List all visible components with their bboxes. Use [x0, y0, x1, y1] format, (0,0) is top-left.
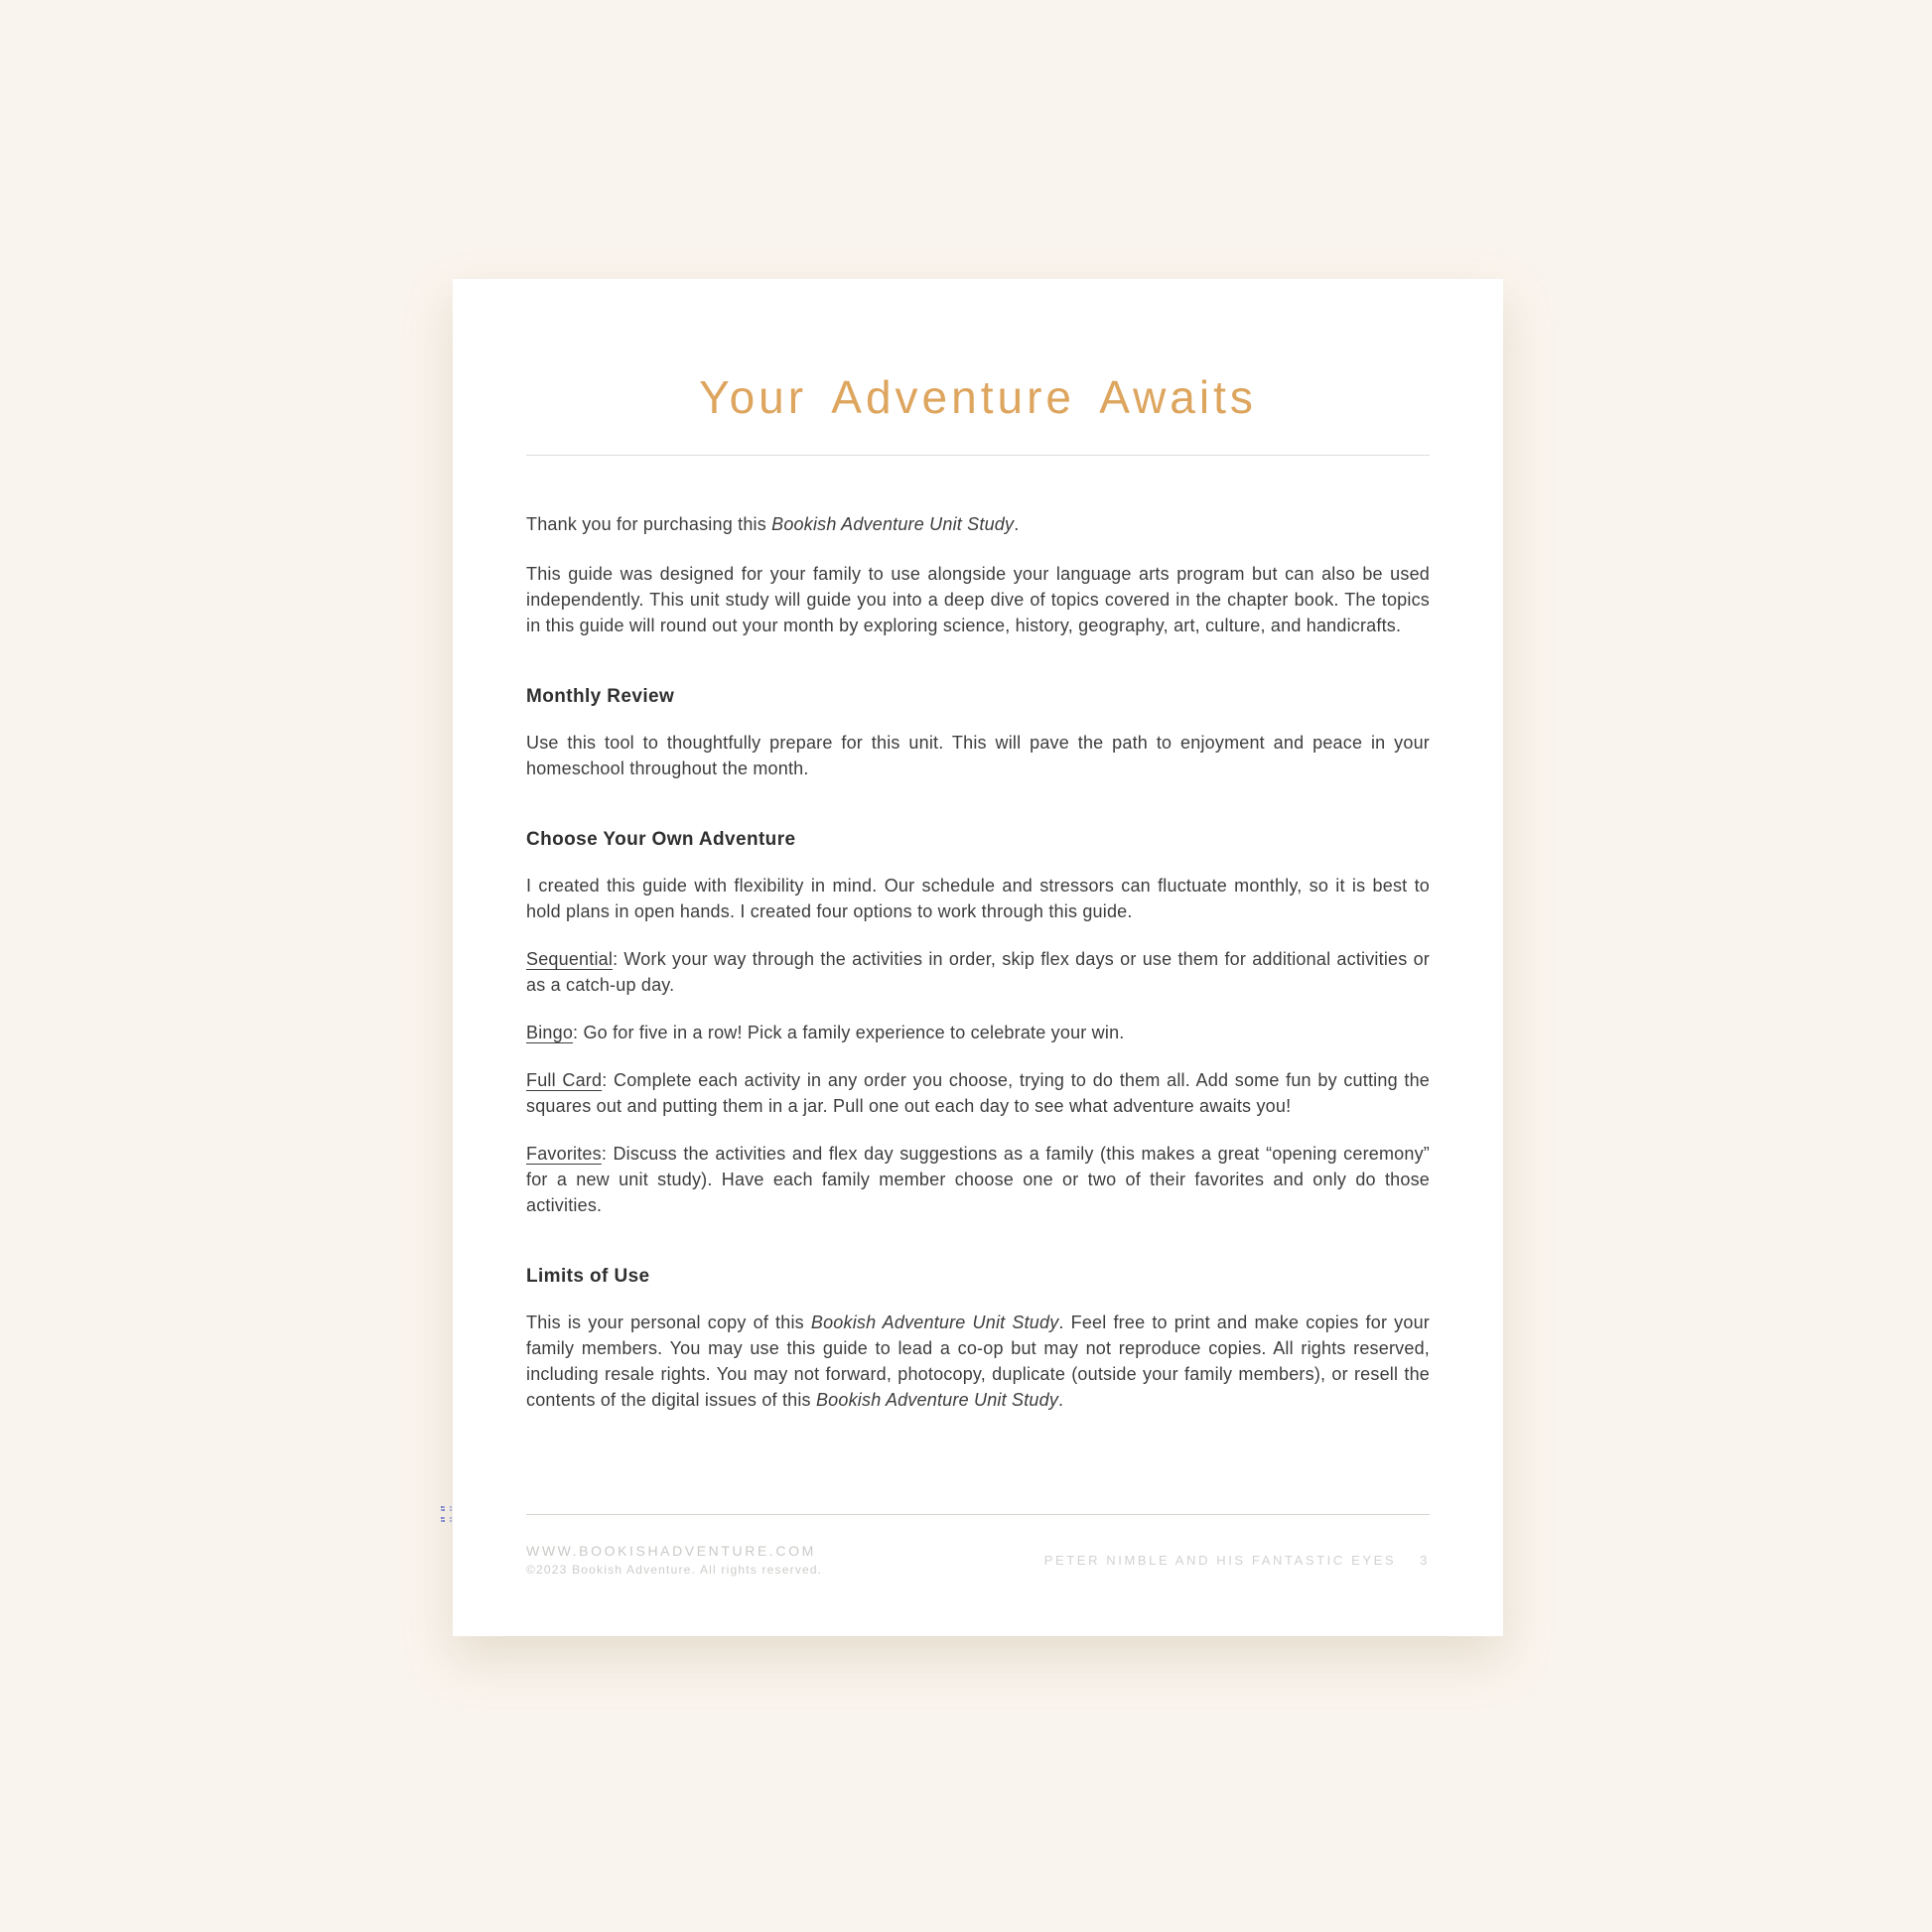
option-favorites-text: Discuss the activities and flex day suggestions as a family (this makes a great “opening ceremony” for a new unit study). Have each family member choose one or two of their favorites and only do those activities. [526, 1144, 1430, 1216]
limits-mid: . Feel free to print and make copies for your family members. You may use this guide to lead a co-op but may not reproduce copies. All rights reserved, including resale rights. You may not forward, photocopy, duplicate (outside your family members), or resell the contents of the digital issues of this [526, 1312, 1430, 1411]
intro-p1-book-title: Bookish Adventure Unit Study [771, 514, 1015, 535]
option-favorites-colon: : [601, 1144, 608, 1165]
option-sequential [526, 946, 1430, 998]
limits-book-title-1: Bookish Adventure Unit Study [810, 1312, 1059, 1333]
option-sequential-colon: : [613, 949, 619, 970]
option-sequential-label: Sequential [526, 949, 614, 970]
limits-pre: This is your personal copy of this [526, 1312, 811, 1333]
limits-post: . [1058, 1390, 1064, 1411]
option-favorites [526, 1141, 1430, 1218]
intro-paragraph-1 [526, 511, 1430, 537]
blue-dots-artifact-icon [441, 1506, 455, 1524]
option-sequential-text: Work your way through the activities in order, skip flex days or use them for additional activities or as a catch-up day. [526, 949, 1430, 996]
option-full-card-text: Complete each activity in any order you choose, trying to do them all. Add some fun by cutting the squares out and putting them in a jar. Pull one out each day to see what adventure awaits you! [526, 1070, 1430, 1117]
section-heading-choose-your-own-adventure: Choose Your Own Adventure [526, 829, 796, 851]
monthly-review-paragraph: Use this tool to thoughtfully prepare for this unit. This will pave the path to enjoyment and peace in your homeschool throughout the month. [526, 733, 1430, 779]
footer-book-title: PETER NIMBLE AND HIS FANTASTIC EYES [1043, 1552, 1397, 1568]
blue-dots-row-2 [441, 1517, 443, 1519]
limits-book-title-2: Bookish Adventure Unit Study [815, 1390, 1059, 1411]
footer-copyright: ©2023 Bookish Adventure. All rights reserved. [526, 1563, 823, 1577]
section-heading-limits-of-use: Limits of Use [526, 1266, 650, 1288]
option-bingo-colon: : [573, 1023, 579, 1043]
option-bingo-text: Go for five in a row! Pick a family experience to celebrate your win. [578, 1023, 1125, 1043]
option-full-card [526, 1067, 1430, 1119]
footer-divider [526, 1514, 1430, 1515]
footer-website: WWW.BOOKISHADVENTURE.COM [526, 1543, 816, 1559]
document-page [453, 279, 1503, 1636]
limits-of-use-paragraph [526, 1310, 1430, 1413]
option-full-card-colon: : [602, 1070, 608, 1091]
footer-right [1044, 1553, 1430, 1568]
page-content [453, 279, 1503, 1636]
section-heading-monthly-review: Monthly Review [526, 686, 675, 708]
footer-page-number: 3 [1420, 1552, 1430, 1568]
title-divider [526, 455, 1430, 456]
footer-left [526, 1541, 822, 1579]
option-full-card-label: Full Card [526, 1070, 603, 1091]
choose-adventure-paragraph: I created this guide with flexibility in mind. Our schedule and stressors can fluctuate monthly, so it is best to hold plans in open hands. I created four options to work through this guide. [526, 876, 1430, 922]
option-favorites-label: Favorites [526, 1144, 602, 1165]
body-copy [526, 511, 1430, 1413]
intro-p1-pre: Thank you for purchasing this [526, 514, 772, 535]
footer-row [526, 1541, 1430, 1579]
page-title: Your Adventure Awaits [699, 371, 1257, 423]
intro-p1-post: . [1014, 514, 1020, 535]
option-bingo [526, 1020, 1430, 1045]
option-bingo-label: Bingo [526, 1023, 574, 1043]
blue-dots-row-1 [441, 1506, 443, 1508]
page-footer [526, 1514, 1430, 1579]
intro-paragraph-2: This guide was designed for your family to use alongside your language arts program but can also be used independently. This unit study will guide you into a deep dive of topics covered in the chapter book. The topics in this guide will round out your month by exploring science, history, geography, art, culture, and handicrafts. [526, 564, 1430, 636]
